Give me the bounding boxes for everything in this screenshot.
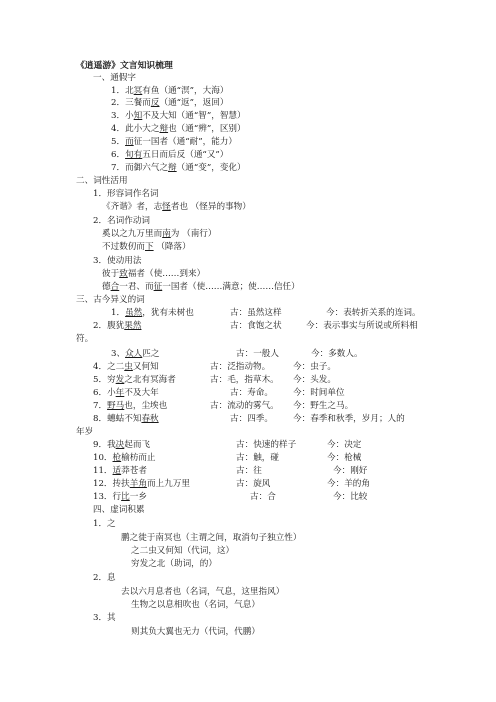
item-text: 抟扶: [112, 479, 130, 489]
item-number: 13．: [93, 492, 113, 502]
s3-item-6-new-meaning: 今：时间单位: [293, 388, 345, 398]
section-3-heading: 三、古今异义的词: [76, 295, 145, 305]
s3-item-11-new-meaning: 今：刚好: [333, 466, 368, 476]
item-text: 而御六气之: [125, 163, 169, 173]
item-number: 5．: [111, 137, 126, 147]
s3-item-13-new-meaning: 今：比较: [333, 492, 368, 502]
s3-item-2-continuation: 符。: [76, 334, 94, 344]
section-1-heading: 一、通假字: [93, 73, 136, 83]
item-number: 9．: [93, 440, 108, 450]
item-text: 又何知: [132, 362, 159, 372]
s3-item-7-new-meaning: 今：野生之马。: [293, 401, 354, 411]
s2-sub2-line-1: [102, 229, 216, 240]
s3-item-13: [93, 492, 147, 503]
s1-item-3: [111, 111, 246, 122]
item-number: 12．: [93, 479, 113, 489]
s3-item-5-new-meaning: 今：头发。: [293, 375, 336, 385]
s3-item-12-new-meaning: 今：羊的角: [327, 479, 370, 489]
line-text: 不过数仞而: [102, 242, 145, 252]
section-2-heading: 二、词性活用: [76, 176, 128, 186]
item-number: 8．: [93, 414, 108, 424]
underlined-word: 旬有: [125, 150, 143, 160]
s3-item-12: [93, 479, 190, 490]
item-number: 6．: [111, 150, 126, 160]
item-text: 腹犹: [107, 321, 125, 331]
s3-item-10: [93, 453, 156, 464]
s3-item-1-new-meaning: 今：表转折关系的连词。: [326, 308, 421, 318]
item-text: 而上九万里: [146, 479, 190, 489]
item-text: 穷: [107, 375, 116, 385]
underlined-word: 枪: [112, 453, 122, 463]
line-note: 一国者（使……满意；使……信任）: [162, 282, 300, 292]
underlined-word: 虫: [124, 362, 133, 372]
line-note: 福者（使……到来）: [127, 269, 206, 279]
underlined-word: 比: [121, 492, 130, 502]
item-number: 6．: [93, 388, 108, 398]
s3-item-2-old-meaning: 古：食饱之状: [230, 321, 282, 331]
item-text: 北: [125, 86, 134, 96]
item-number: 7．: [93, 401, 108, 411]
underlined-word: 反: [150, 98, 160, 108]
underlined-word: 合: [110, 282, 120, 292]
s4-z3-heading: 3．其: [93, 613, 116, 623]
underlined-word: 决: [115, 440, 125, 450]
s1-item-6: [111, 150, 228, 161]
line-text: 一君、而: [119, 282, 154, 292]
s3-item-3: [111, 349, 159, 360]
s4-z1-line-3: 穷发之北（助词，的）: [131, 559, 217, 569]
item-number: 5．: [93, 375, 108, 385]
line-text: 德: [102, 282, 111, 292]
s1-item-1: [111, 86, 228, 97]
s3-item-1-old-meaning: 古：虽然这样: [230, 308, 282, 318]
line-note: 为 （南行）: [170, 229, 217, 239]
item-note: （通“变”，变化）: [176, 163, 246, 173]
item-text: 此小大之: [125, 124, 160, 134]
s3-item-11-old-meaning: 古：往: [236, 466, 262, 476]
underlined-word: 适: [112, 466, 122, 476]
s3-item-10-old-meaning: 古：触，碰: [236, 453, 279, 463]
s2-sub2-line-2: [102, 242, 191, 253]
s3-item-4-new-meaning: 今：虫子。: [293, 362, 336, 372]
item-text: 三餐而: [125, 98, 151, 108]
s3-item-6-old-meaning: 古：寿命。: [230, 388, 273, 398]
s3-item-2: [93, 321, 141, 332]
underlined-word: 辩: [168, 163, 177, 173]
item-text: 我: [107, 440, 116, 450]
s3-item-12-old-meaning: 古：旋风: [236, 479, 271, 489]
item-text: 也，尘埃也: [124, 401, 168, 411]
s3-item-4-old-meaning: 古：泛指动物。: [210, 362, 271, 372]
item-note: 五日而后反（通“又”）: [142, 150, 229, 160]
line-text: 彼于: [102, 269, 120, 279]
item-number: 1．: [111, 86, 126, 96]
item-text: 之北有冥海者: [124, 375, 176, 385]
s3-item-13-old-meaning: 古：合: [250, 492, 276, 502]
underlined-word: 下: [144, 242, 154, 252]
line-note: 者也 （怪异的事物）: [170, 202, 251, 212]
item-text: 榆枋而止: [121, 453, 156, 463]
underlined-word: 果然: [124, 321, 142, 331]
s3-item-9-old-meaning: 古：快速的样子: [236, 440, 297, 450]
item-number: 7．: [111, 163, 126, 173]
s3-item-9-new-meaning: 今：决定: [327, 440, 362, 450]
s4-z3-line-1: 则其负大翼也无力（代词，代鹏）: [131, 627, 260, 637]
underlined-word: 致: [119, 269, 128, 279]
item-text: 蟪蛄不知: [107, 414, 142, 424]
item-number: 2．: [93, 321, 108, 331]
s3-item-5-old-meaning: 古：毛，指草木。: [210, 375, 279, 385]
item-text: 小: [107, 388, 116, 398]
s3-item-7: [93, 401, 167, 412]
item-number: 4．: [93, 362, 108, 372]
s3-item-1: [111, 308, 194, 319]
s3-item-6: [93, 388, 159, 399]
s3-item-8-old-meaning: 古：四季。: [230, 414, 273, 424]
item-number: 10．: [93, 453, 113, 463]
underlined-word: 年: [115, 388, 125, 398]
s2-sub3-heading: 3．使动用法: [93, 256, 142, 266]
s4-z1-line-2: 之二虫又何知（代词，这）: [131, 546, 235, 556]
s2-sub3-line-1: [102, 269, 205, 280]
s1-item-5: [111, 137, 237, 148]
item-number: 11．: [93, 466, 113, 476]
line-note: （降落）: [153, 242, 191, 252]
item-text: 匹之: [142, 349, 160, 359]
section-4-heading: 四、虚词积累: [93, 505, 145, 515]
s2-sub3-line-2: [102, 282, 300, 293]
s2-sub1-line: [102, 202, 251, 213]
s3-item-10-new-meaning: 今：枪械: [327, 453, 362, 463]
item-number: 3．: [111, 111, 126, 121]
item-note: （通“返”，返回）: [159, 98, 229, 108]
underlined-word: 而: [125, 137, 134, 147]
s3-item-5: [93, 375, 176, 386]
item-text: 莽苍者: [121, 466, 147, 476]
s3-item-8: [93, 414, 159, 425]
item-text: 小: [125, 111, 134, 121]
line-text: 《齐谐》者，志: [102, 202, 163, 212]
s3-item-8-new-meaning: 今：春季和秋季，岁月；人的: [293, 414, 405, 424]
item-number: 1．: [111, 308, 126, 318]
line-text: 奚以之九万里而: [102, 229, 163, 239]
underlined-word: 辩: [159, 124, 169, 134]
item-note: 也（通“辨”，区别）: [168, 124, 246, 134]
item-number: 4．: [111, 124, 126, 134]
item-text: 之二: [107, 362, 125, 372]
item-note: 征一国者（通“耐”，能力）: [133, 137, 237, 147]
s3-item-11: [93, 466, 147, 477]
s4-z2-heading: 2．息: [93, 573, 116, 583]
s2-sub1-heading: 1．形容词作名词: [93, 189, 159, 199]
underlined-word: 南: [162, 229, 171, 239]
s2-sub2-heading: 2．名词作动词: [93, 216, 151, 226]
s4-z1-line-1: 鹏之徙于南冥也（主谓之间，取消句子独立性）: [121, 533, 302, 543]
underlined-word: 羊角: [129, 479, 147, 489]
s3-item-9: [93, 440, 150, 451]
doc-title: 《逍遥游》文言知识梳理: [76, 61, 173, 71]
s3-item-7-old-meaning: 古：流动的雾气。: [210, 401, 279, 411]
item-text: 起而飞: [124, 440, 151, 450]
s4-z2-line-1: 去以六月息者也（名词，气息，这里指风）: [121, 587, 285, 597]
s4-z2-line-2: 生物之以息相吹也（名词，气息）: [131, 600, 260, 610]
s1-item-7: [111, 163, 246, 174]
s3-item-3-old-meaning: 古：一般人: [236, 349, 279, 359]
underlined-word: 野马: [107, 401, 125, 411]
underlined-word: 怪: [162, 202, 171, 212]
item-note: 不及大知（通“智”，智慧）: [142, 111, 246, 121]
item-number: 2．: [111, 98, 126, 108]
s3-item-2-new-meaning: 今：表示事实与所说或所料相: [306, 321, 418, 331]
s1-item-4: [111, 124, 246, 135]
underlined-word: 虽然: [125, 308, 143, 318]
s3-item-4: [93, 362, 159, 373]
underlined-word: 征: [153, 282, 163, 292]
underlined-word: 冥: [133, 86, 143, 96]
item-text: 一乡: [129, 492, 147, 502]
underlined-word: 春秋: [141, 414, 159, 424]
item-text: 行: [112, 492, 122, 502]
item-note: 有鱼（通“溟”，大海）: [142, 86, 229, 96]
underlined-word: 众人: [125, 349, 143, 359]
s3-item-3-new-meaning: 今：多数人。: [311, 349, 363, 359]
item-text: ，犹有未树也: [142, 308, 194, 318]
s4-z1-heading: 1．之: [93, 519, 116, 529]
underlined-word: 发: [115, 375, 125, 385]
s1-item-2: [111, 98, 228, 109]
s3-item-8-continuation: 年岁: [76, 427, 94, 437]
underlined-word: 知: [133, 111, 143, 121]
item-number: 3、: [111, 349, 126, 359]
item-text: 不及大年: [124, 388, 159, 398]
